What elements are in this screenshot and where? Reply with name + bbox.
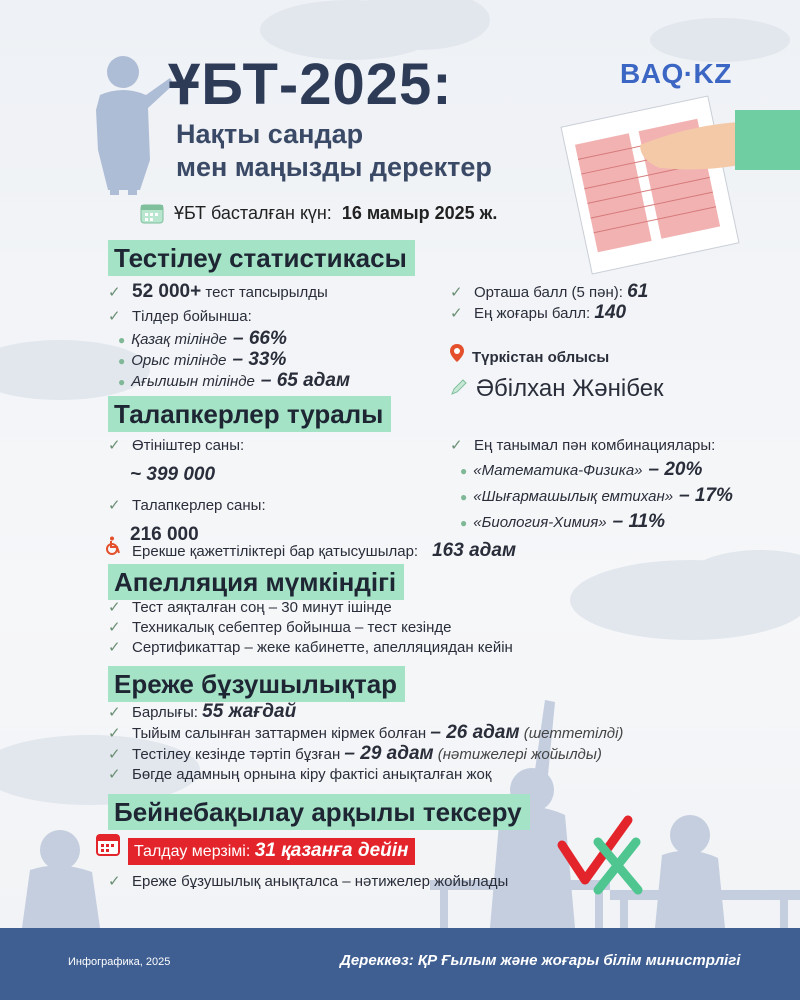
languages: [108, 307, 438, 327]
exam-sheet-illustration: [561, 96, 800, 274]
start-date-value: 16 мамыр 2025 ж.: [341, 202, 498, 223]
average-score-value: 61: [627, 281, 649, 302]
tests-value: 52 000+: [132, 281, 202, 302]
section-heading-testing-stats: Тестілеу статистикасы: [108, 240, 415, 276]
teacher-silhouette: [96, 56, 174, 195]
special-needs: [104, 536, 516, 562]
appeal-list: [108, 598, 608, 658]
top-student-name: Әбілхан Жәнібек: [476, 375, 664, 402]
appeal-item: ✓ Сертификаттар – жеке кабинетте, апелляциядан кейін: [108, 639, 513, 656]
tests-count: [108, 282, 438, 303]
start-date: [140, 202, 497, 224]
language-item: ● Ағылшын тілінде – 65 адам: [118, 370, 351, 391]
candidates-value: 216 000: [130, 524, 199, 545]
video-deadline: [96, 832, 415, 865]
video-result: ✓ Ереже бұзушылық анықталса – нәтижелер жойылады: [108, 873, 509, 890]
subtitle-line-1: Нақты сандар: [176, 119, 364, 149]
violations-total: ✓ Барлығы: 55 жағдай: [108, 701, 297, 722]
testing-stats-right: [450, 282, 770, 404]
popular-combos: ✓ Ең танымал пән комбинациялары:: [450, 437, 716, 454]
check-icon: ✓: [450, 437, 463, 454]
region-name: Түркістан облысы: [472, 349, 610, 366]
special-needs-label: Ерекше қажеттіліктері бар қатысушылар:: [132, 543, 419, 560]
applicants-left: [108, 436, 428, 546]
special-needs-value: 163 адам: [432, 540, 517, 561]
check-icon: ✓: [108, 766, 121, 783]
check-icon: ✓: [108, 704, 121, 721]
tests-label: тест тапсырылды: [205, 284, 328, 301]
check-icon: ✓: [108, 308, 121, 325]
check-icon: ✓: [450, 305, 463, 322]
section-heading-applicants: Талапкерлер туралы: [108, 396, 391, 432]
pen-icon: [450, 378, 468, 396]
violations-banned: ✓ Тыйым салынған заттармен кірмек болған – 26 адам (шеттетілді): [108, 722, 624, 743]
average-score: ✓ Орташа балл (5 пән): 61: [450, 281, 649, 302]
combos-list: [460, 460, 780, 533]
check-icon: ✓: [108, 437, 121, 454]
calendar-alert-icon: [96, 832, 120, 856]
combo-item: ● «Шығармашылық емтихан» – 17%: [460, 485, 733, 506]
violations-list: [108, 702, 708, 785]
check-icon: ✓: [108, 599, 121, 616]
check-icon: ✓: [450, 284, 463, 301]
section-heading-video: Бейнебақылау арқылы тексеру: [108, 794, 530, 830]
applications-value: ~ 399 000: [130, 464, 216, 485]
deadline-box: Талдау мерзімі: 31 қазанға дейін: [128, 838, 415, 865]
check-icon: ✓: [108, 497, 121, 514]
page-subtitle: [176, 118, 492, 184]
footer-source: Дереккөз: ҚР Ғылым және жоғары білім министрлігі: [340, 952, 741, 969]
baq-kz-logo: BAQ·KZ: [620, 58, 732, 89]
page-title: ҰБТ-2025:: [168, 52, 453, 117]
max-score: ✓ Ең жоғары балл: 140: [450, 302, 627, 323]
violations-impersonation: ✓ Бөгде адамның орнына кіру фактісі анықталған жоқ: [108, 766, 492, 783]
section-heading-appeal: Апелляция мүмкіндігі: [108, 564, 404, 600]
footer-credit: Инфографика, 2025: [68, 956, 171, 968]
language-item: ● Қазақ тілінде – 66%: [118, 328, 287, 349]
check-cross-mark: [562, 820, 638, 890]
violations-discipline: ✓ Тестілеу кезінде тәртіп бұзған – 29 адам (нәтижелері жойылды): [108, 743, 602, 764]
max-score-value: 140: [594, 302, 627, 323]
appeal-item: ✓ Тест аяқталған соң – 30 минут ішінде: [108, 599, 392, 616]
combo-item: ● «Математика-Физика» – 20%: [460, 459, 703, 480]
top-student: [450, 374, 770, 404]
check-icon: ✓: [108, 873, 121, 890]
check-icon: ✓: [108, 746, 121, 763]
calendar-icon: [140, 202, 164, 224]
section-heading-violations: Ереже бұзушылықтар: [108, 666, 405, 702]
combo-item: ● «Биология-Химия» – 11%: [460, 511, 666, 532]
languages-label: Тілдер бойынша:: [132, 308, 252, 325]
languages-list: [118, 329, 438, 392]
region: [450, 344, 770, 368]
check-icon: ✓: [108, 284, 121, 301]
appeal-item: ✓ Техникалық себептер бойынша – тест кезінде: [108, 619, 452, 636]
testing-stats-left: [108, 282, 438, 392]
check-icon: ✓: [108, 725, 121, 742]
language-item: ● Орыс тілінде – 33%: [118, 349, 287, 370]
location-pin-icon: [450, 344, 464, 362]
applicants-right: [450, 436, 780, 533]
subtitle-line-2: мен маңызды деректер: [176, 152, 492, 182]
applications-count: ✓ Өтініштер саны:: [108, 437, 245, 454]
start-date-label: ҰБТ басталған күн:: [174, 202, 332, 223]
check-icon: ✓: [108, 619, 121, 636]
candidates-count: ✓ Талапкерлер саны:: [108, 497, 266, 514]
wheelchair-icon: [104, 536, 124, 556]
check-icon: ✓: [108, 639, 121, 656]
